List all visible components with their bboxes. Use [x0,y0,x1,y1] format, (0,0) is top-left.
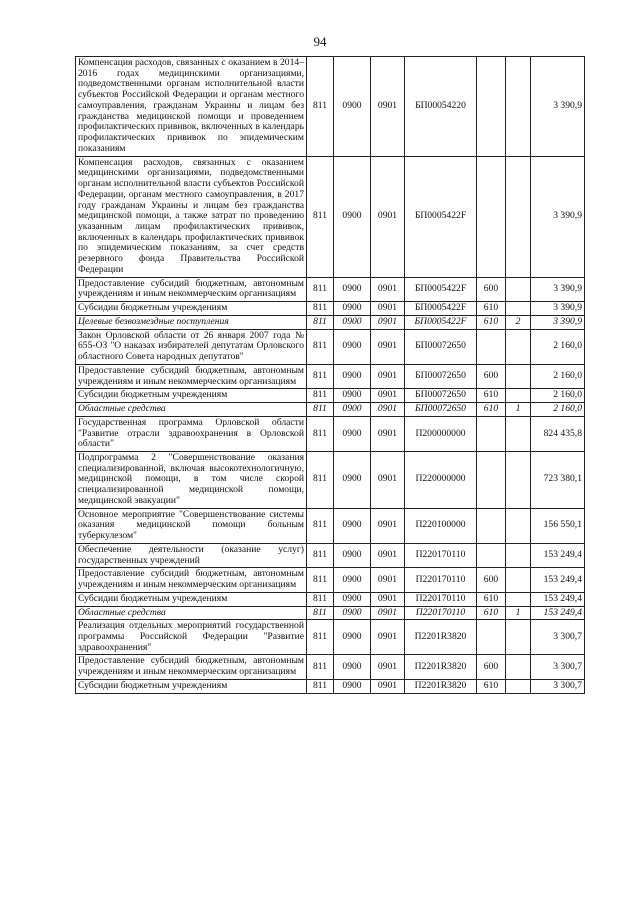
grbs-code-cell: 811 [307,302,334,316]
table-row [76,543,585,567]
table-row [76,277,585,301]
target-article-cell: П220100000 [405,508,477,543]
table-row [76,508,585,543]
grbs-code-cell: 811 [307,57,334,157]
subsection-code-cell: 0901 [371,606,405,620]
row-name-cell: Областные средства [76,403,307,417]
section-code-cell: 0900 [334,364,371,388]
grbs-code-cell: 811 [307,277,334,301]
amount-cell: 153 249,4 [531,543,585,567]
row-name-cell: Областные средства [76,606,307,620]
subsection-code-cell: 0901 [371,543,405,567]
subsection-code-cell: 0901 [371,416,405,451]
subsection-code-cell: 0901 [371,403,405,417]
target-article-cell: П2201R3820 [405,655,477,679]
grbs-code-cell: 811 [307,679,334,693]
funding-source-cell: 1 [506,403,531,417]
subsection-code-cell: 0901 [371,302,405,316]
table-row [76,364,585,388]
section-code-cell: 0900 [334,57,371,157]
funding-source-cell [506,416,531,451]
section-code-cell: 0900 [334,416,371,451]
table-row [76,57,585,157]
target-article-cell: П220000000 [405,451,477,508]
grbs-code-cell: 811 [307,156,334,277]
target-article-cell: П220170110 [405,592,477,606]
grbs-code-cell: 811 [307,568,334,592]
row-name-cell: Субсидии бюджетным учреждениям [76,389,307,403]
grbs-code-cell: 811 [307,508,334,543]
amount-cell: 2 160,0 [531,364,585,388]
expense-type-cell: 610 [477,389,506,403]
funding-source-cell [506,508,531,543]
section-code-cell: 0900 [334,403,371,417]
funding-source-cell [506,389,531,403]
grbs-code-cell: 811 [307,315,334,329]
expense-type-cell [477,508,506,543]
target-article-cell: БП00072650 [405,364,477,388]
amount-cell: 2 160,0 [531,329,585,364]
grbs-code-cell: 811 [307,592,334,606]
budget-table-body [76,57,585,694]
amount-cell: 153 249,4 [531,606,585,620]
table-row [76,416,585,451]
funding-source-cell [506,302,531,316]
row-name-cell: Субсидии бюджетным учреждениям [76,592,307,606]
expense-type-cell: 600 [477,655,506,679]
amount-cell: 2 160,0 [531,403,585,417]
expense-type-cell: 600 [477,568,506,592]
subsection-code-cell: 0901 [371,389,405,403]
subsection-code-cell: 0901 [371,679,405,693]
target-article-cell: БП00072650 [405,389,477,403]
row-name-cell: Предоставление субсидий бюджетным, автономным учреждениям и иным некоммерческим организациям [76,277,307,301]
amount-cell: 153 249,4 [531,568,585,592]
funding-source-cell [506,679,531,693]
target-article-cell: П2201R3820 [405,620,477,655]
table-row [76,620,585,655]
table-row [76,655,585,679]
amount-cell: 3 390,9 [531,277,585,301]
funding-source-cell: 2 [506,315,531,329]
row-name-cell: Субсидии бюджетным учреждениям [76,679,307,693]
subsection-code-cell: 0901 [371,620,405,655]
row-name-cell: Субсидии бюджетным учреждениям [76,302,307,316]
table-row [76,679,585,693]
section-code-cell: 0900 [334,620,371,655]
amount-cell: 3 390,9 [531,302,585,316]
section-code-cell: 0900 [334,451,371,508]
amount-cell: 3 390,9 [531,315,585,329]
table-row [76,592,585,606]
target-article-cell: П200000000 [405,416,477,451]
subsection-code-cell: 0901 [371,156,405,277]
expense-type-cell: 600 [477,277,506,301]
section-code-cell: 0900 [334,679,371,693]
table-row [76,315,585,329]
expense-type-cell: 610 [477,592,506,606]
amount-cell: 3 300,7 [531,679,585,693]
section-code-cell: 0900 [334,606,371,620]
funding-source-cell [506,57,531,157]
expense-type-cell: 610 [477,679,506,693]
amount-cell: 3 390,9 [531,156,585,277]
row-name-cell: Подпрограмма 2 "Совершенствование оказания специализированной, включая высокотехнологичную, медицинской помощи, в том числе скорой специализированной медицинской помощи, медицинской эвакуации" [76,451,307,508]
table-row [76,451,585,508]
expense-type-cell: 610 [477,302,506,316]
amount-cell: 3 300,7 [531,655,585,679]
section-code-cell: 0900 [334,543,371,567]
funding-source-cell [506,329,531,364]
row-name-cell: Государственная программа Орловской области "Развитие отрасли здравоохранения в Орловской области" [76,416,307,451]
subsection-code-cell: 0901 [371,508,405,543]
target-article-cell: БП00054220 [405,57,477,157]
expense-type-cell [477,416,506,451]
section-code-cell: 0900 [334,329,371,364]
amount-cell: 723 380,1 [531,451,585,508]
row-name-cell: Предоставление субсидий бюджетным, автономным учреждениям и иным некоммерческим организациям [76,568,307,592]
amount-cell: 156 550,1 [531,508,585,543]
table-row [76,302,585,316]
table-row [76,389,585,403]
section-code-cell: 0900 [334,315,371,329]
table-row [76,329,585,364]
subsection-code-cell: 0901 [371,329,405,364]
table-row [76,568,585,592]
row-name-cell: Обеспечение деятельности (оказание услуг) государственных учреждений [76,543,307,567]
subsection-code-cell: 0901 [371,592,405,606]
target-article-cell: П220170110 [405,606,477,620]
expense-type-cell [477,620,506,655]
subsection-code-cell: 0901 [371,655,405,679]
budget-table [75,56,585,694]
amount-cell: 3 390,9 [531,57,585,157]
row-name-cell: Компенсация расходов, связанных с оказанием в 2014–2016 годах медицинскими организациями, подведомственными органам исполнительной власти субъектов Российской Федерации и органам местного самоуправления, гражданам Украины и лицам без гражданства медицинской помощи и проведением профилактических прививок, включенных в календарь профилактических прививок по эпидемическим показаниям [76,57,307,157]
row-name-cell: Предоставление субсидий бюджетным, автономным учреждениям и иным некоммерческим организациям [76,655,307,679]
funding-source-cell [506,451,531,508]
row-name-cell: Основное мероприятие "Совершенствование системы оказания медицинской помощи больным туберкулезом" [76,508,307,543]
row-name-cell: Предоставление субсидий бюджетным, автономным учреждениям и иным некоммерческим организациям [76,364,307,388]
funding-source-cell: 1 [506,606,531,620]
row-name-cell: Целевые безвозмездные поступления [76,315,307,329]
table-row [76,156,585,277]
funding-source-cell [506,543,531,567]
section-code-cell: 0900 [334,302,371,316]
target-article-cell: П220170110 [405,543,477,567]
amount-cell: 824 435,8 [531,416,585,451]
target-article-cell: БП0005422F [405,277,477,301]
grbs-code-cell: 811 [307,389,334,403]
subsection-code-cell: 0901 [371,451,405,508]
section-code-cell: 0900 [334,389,371,403]
funding-source-cell [506,156,531,277]
target-article-cell: БП0005422F [405,302,477,316]
funding-source-cell [506,620,531,655]
row-name-cell: Компенсация расходов, связанных с оказанием медицинскими организациями, подведомственными органам исполнительной власти субъектов Российской Федерации, органам местного самоуправления, в 2017 году гражданам Украины и лицам без гражданства медицинской помощи, а также затрат по проведению указанным лицам профилактических прививок, включенных в календарь профилактических прививок по эпидемическим показаниям, за счет средств резервного фонда Правительства Российской Федерации [76,156,307,277]
expense-type-cell [477,57,506,157]
funding-source-cell [506,592,531,606]
target-article-cell: П220170110 [405,568,477,592]
page-number: 94 [313,34,327,49]
row-name-cell: Закон Орловской области от 26 января 2007 года № 655-ОЗ "О наказах избирателей депутатам Орловского областного Совета народных депутатов" [76,329,307,364]
subsection-code-cell: 0901 [371,364,405,388]
table-row [76,403,585,417]
expense-type-cell [477,329,506,364]
target-article-cell: БП00072650 [405,329,477,364]
subsection-code-cell: 0901 [371,277,405,301]
amount-cell: 3 300,7 [531,620,585,655]
subsection-code-cell: 0901 [371,568,405,592]
expense-type-cell: 610 [477,315,506,329]
subsection-code-cell: 0901 [371,315,405,329]
funding-source-cell [506,364,531,388]
funding-source-cell [506,655,531,679]
target-article-cell: БП0005422F [405,156,477,277]
target-article-cell: П2201R3820 [405,679,477,693]
funding-source-cell [506,277,531,301]
section-code-cell: 0900 [334,655,371,679]
grbs-code-cell: 811 [307,543,334,567]
expense-type-cell [477,156,506,277]
row-name-cell: Реализация отдельных мероприятий государственной программы Российской Федерации "Развитие здравоохранения" [76,620,307,655]
grbs-code-cell: 811 [307,451,334,508]
grbs-code-cell: 811 [307,416,334,451]
grbs-code-cell: 811 [307,606,334,620]
section-code-cell: 0900 [334,508,371,543]
section-code-cell: 0900 [334,156,371,277]
expense-type-cell [477,543,506,567]
grbs-code-cell: 811 [307,620,334,655]
grbs-code-cell: 811 [307,655,334,679]
grbs-code-cell: 811 [307,403,334,417]
section-code-cell: 0900 [334,592,371,606]
table-row [76,606,585,620]
section-code-cell: 0900 [334,277,371,301]
expense-type-cell: 610 [477,606,506,620]
expense-type-cell [477,451,506,508]
grbs-code-cell: 811 [307,329,334,364]
expense-type-cell: 600 [477,364,506,388]
amount-cell: 2 160,0 [531,389,585,403]
expense-type-cell: 610 [477,403,506,417]
amount-cell: 153 249,4 [531,592,585,606]
funding-source-cell [506,568,531,592]
target-article-cell: БП00072650 [405,403,477,417]
target-article-cell: БП0005422F [405,315,477,329]
grbs-code-cell: 811 [307,364,334,388]
subsection-code-cell: 0901 [371,57,405,157]
section-code-cell: 0900 [334,568,371,592]
